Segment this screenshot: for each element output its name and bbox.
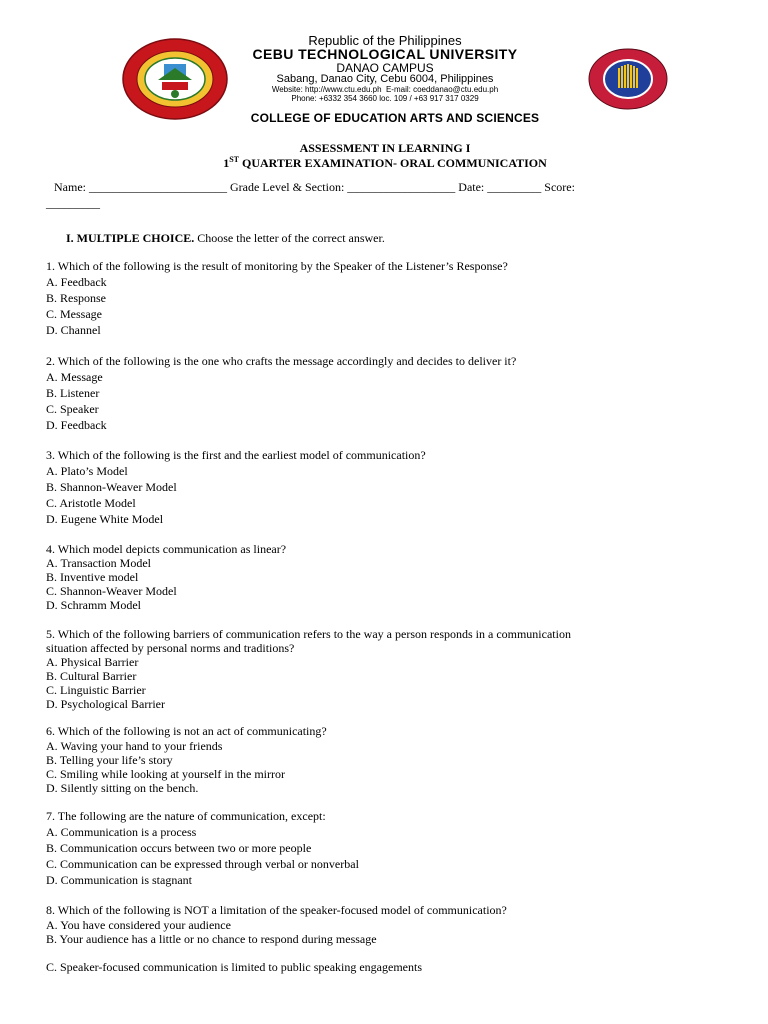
question-2: 2. Which of the following is the one who crafts the message accordingly and decides to deliver it? — [46, 354, 517, 368]
question-2-option-c: C. Speaker — [46, 402, 99, 416]
question-2-option-a: A. Message — [46, 370, 103, 384]
campus-name: DANAO CAMPUS — [336, 61, 434, 75]
question-3-option-c: C. Aristotle Model — [46, 496, 136, 510]
question-7-option-b: B. Communication occurs between two or more people — [46, 841, 312, 855]
question-7: 7. The following are the nature of communication, except: — [46, 809, 326, 823]
question-1-option-c: C. Message — [46, 307, 102, 321]
exam-title: ASSESSMENT IN LEARNING I — [299, 141, 471, 155]
question-3-option-b: B. Shannon-Weaver Model — [46, 480, 177, 494]
question-3: 3. Which of the following is the first and the earliest model of communication? — [46, 448, 426, 462]
question-5: 5. Which of the following barriers of communication refers to the way a person responds in a communication — [46, 627, 571, 641]
question-7-option-c: C. Communication can be expressed through verbal or nonverbal — [46, 857, 359, 871]
question-3-option-d: D. Eugene White Model — [46, 512, 164, 526]
question-1: 1. Which of the following is the result of monitoring by the Speaker of the Listener’s Response? — [46, 259, 508, 273]
question-8-option-b: B. Your audience has a little or no chance to respond during message — [46, 932, 377, 946]
campus-address: Sabang, Danao City, Cebu 6004, Philippines — [276, 73, 494, 85]
question-4-option-d: D. Schramm Model — [46, 598, 141, 612]
question-2-option-d: D. Feedback — [46, 418, 107, 432]
question-8-option-a: A. You have considered your audience — [46, 918, 231, 932]
question-4-option-c: C. Shannon-Weaver Model — [46, 584, 177, 598]
question-8: 8. Which of the following is NOT a limitation of the speaker-focused model of communication? — [46, 903, 507, 917]
question-8-option-c: C. Speaker-focused communication is limited to public speaking engagements — [46, 960, 423, 974]
question-5-option-c: C. Linguistic Barrier — [46, 683, 146, 697]
section-heading: I. MULTIPLE CHOICE. Choose the letter of the correct answer. — [66, 231, 385, 245]
republic-line: Republic of the Philippines — [308, 33, 462, 48]
question-6-option-d: D. Silently sitting on the bench. — [46, 781, 199, 795]
question-5-continued: situation affected by personal norms and traditions? — [46, 641, 295, 655]
contact-phone: Phone: +6332 354 3660 loc. 109 / +63 917 317 0329 — [291, 94, 479, 103]
question-1-option-a: A. Feedback — [46, 275, 107, 289]
question-4-option-a: A. Transaction Model — [46, 556, 151, 570]
question-5-option-b: B. Cultural Barrier — [46, 669, 137, 683]
contact-web-email — [200, 85, 570, 94]
student-info-fields: Name: _______________________ Grade Level & Section: __________________ Date: _________ Score: — [54, 180, 575, 194]
question-2-option-b: B. Listener — [46, 386, 100, 400]
score-blank: _________ — [46, 196, 100, 210]
question-4-option-b: B. Inventive model — [46, 570, 139, 584]
question-3-option-a: A. Plato’s Model — [46, 464, 128, 478]
question-6-option-b: B. Telling your life’s story — [46, 753, 173, 767]
website-text: Website: http://www.ctu.edu.ph — [271, 85, 382, 94]
asean-logo — [588, 48, 668, 110]
question-1-option-d: D. Channel — [46, 323, 101, 337]
question-5-option-a: A. Physical Barrier — [46, 655, 139, 669]
question-6-option-c: C. Smiling while looking at yourself in the mirror — [46, 767, 285, 781]
email-text: E-mail: coeddanao@ctu.edu.ph — [385, 85, 499, 94]
question-7-option-d: D. Communication is stagnant — [46, 873, 192, 887]
university-name: CEBU TECHNOLOGICAL UNIVERSITY — [252, 46, 518, 62]
question-6-option-a: A. Waving your hand to your friends — [46, 739, 223, 753]
question-4: 4. Which model depicts communication as linear? — [46, 542, 287, 556]
question-5-option-d: D. Psychological Barrier — [46, 697, 165, 711]
question-6: 6. Which of the following is not an act of communicating? — [46, 724, 327, 738]
question-7-option-a: A. Communication is a process — [46, 825, 197, 839]
college-name: COLLEGE OF EDUCATION ARTS AND SCIENCES — [250, 111, 540, 125]
question-1-option-b: B. Response — [46, 291, 106, 305]
exam-subtitle: 1ST QUARTER EXAMINATION- ORAL COMMUNICATION — [223, 155, 547, 170]
